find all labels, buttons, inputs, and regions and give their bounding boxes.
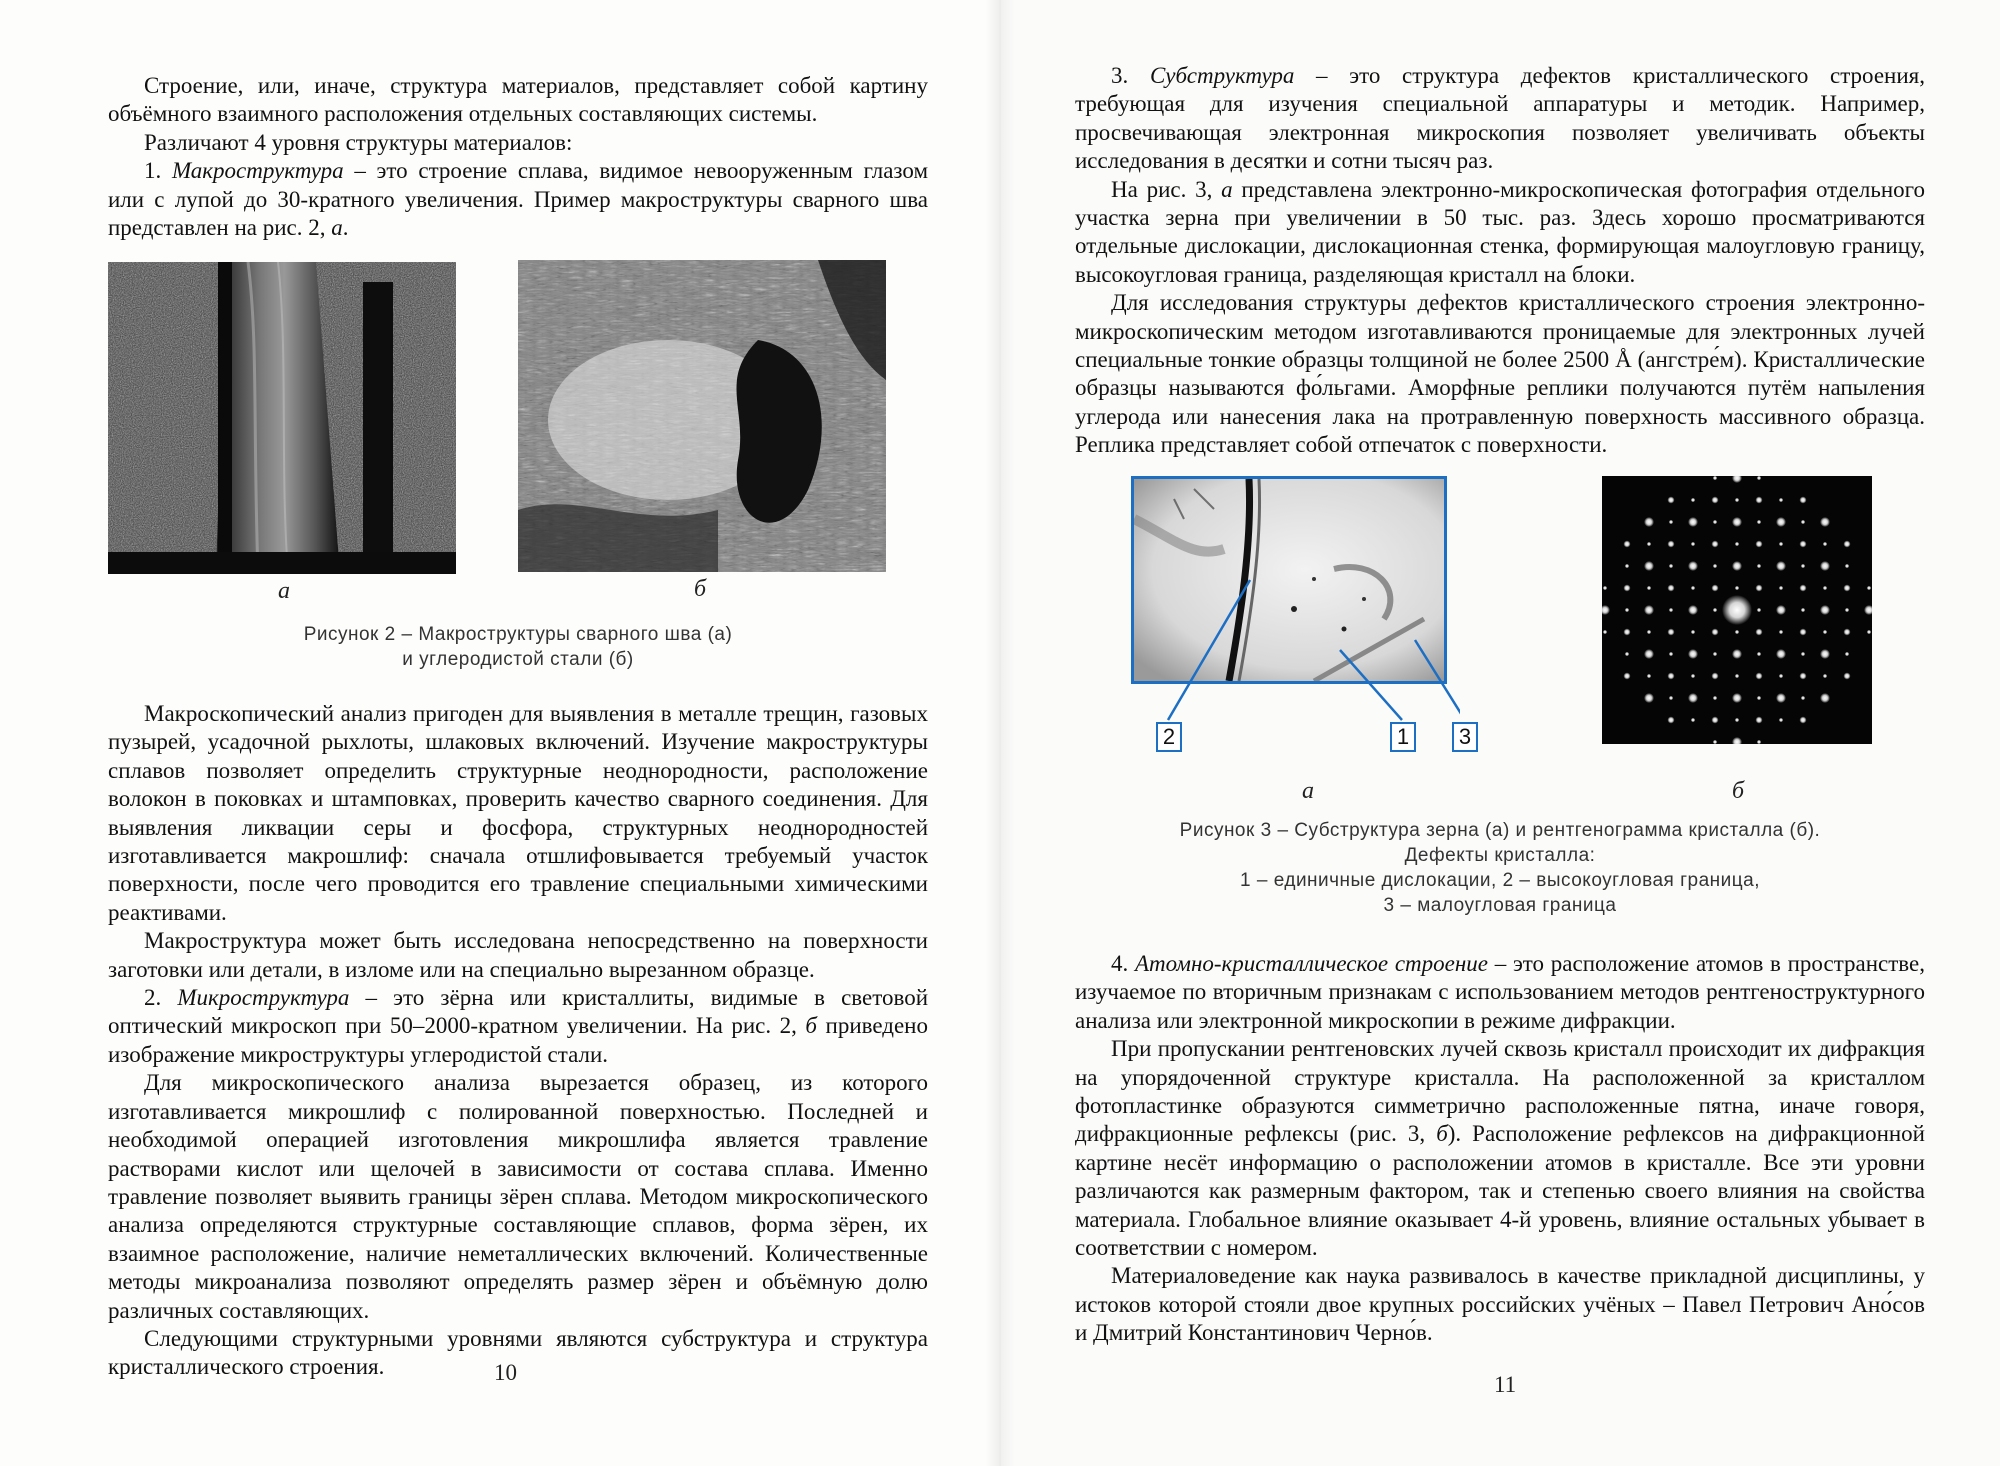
diffraction-spot [1820, 517, 1830, 527]
diffraction-spot [1867, 630, 1871, 634]
diffraction-spot [1713, 608, 1717, 612]
right-text-block-bottom [1075, 950, 1925, 1348]
diffraction-spot [1820, 693, 1830, 703]
list-item-substructure: 3. Субструктура – это структура дефектов кристаллического строения, требующая для изучения специальной аппаратуры и методик. Например, просвечивающая электронная микроскопия позволяет увеличивать объекты исследования в десятки и сотни тысяч раз. [1075, 63, 1925, 174]
diffraction-spot [1756, 629, 1763, 636]
diffraction-spot [1647, 674, 1651, 678]
diffraction-spot [1757, 476, 1761, 480]
diffraction-spot [1800, 497, 1807, 504]
diffraction-spot [1691, 674, 1695, 678]
diffraction-spot [1647, 542, 1651, 546]
right-text-block-top [1075, 62, 1925, 460]
diffraction-spot [1756, 717, 1763, 724]
diffraction-spot [1801, 520, 1805, 524]
diffraction-spot [1624, 541, 1631, 548]
diffraction-spot [1712, 629, 1719, 636]
diffraction-spot [1669, 520, 1673, 524]
diffraction-spot [1756, 673, 1763, 680]
diffraction-spot [1713, 696, 1717, 700]
diffraction-spot [1735, 542, 1739, 546]
left-text-block-top [108, 72, 928, 242]
diffraction-spot [1669, 608, 1673, 612]
diffraction-spot [1800, 629, 1807, 636]
diffraction-spot [1779, 542, 1783, 546]
diffraction-spot [1776, 561, 1786, 571]
diffraction-spot [1625, 608, 1629, 612]
figure-2b-steel-photo [518, 260, 886, 572]
diffraction-spot [1722, 595, 1752, 625]
diffraction-spot [1668, 541, 1675, 548]
list-item-atomic-structure: 4. Атомно-кристаллическое строение – это расположение атомов в пространстве, изучаемое по вторичным признакам с использованием методов рентгеноструктурного анализа или электронной микроскопии в режиме дифракции. [1075, 951, 1925, 1033]
diffraction-spot [1800, 585, 1807, 592]
diffraction-spot [1801, 608, 1805, 612]
diffraction-spot [1732, 517, 1742, 527]
diffraction-spot [1844, 585, 1851, 592]
diffraction-spot [1669, 564, 1673, 568]
diffraction-spot [1845, 652, 1849, 656]
diffraction-spot [1757, 520, 1761, 524]
diffraction-spot [1823, 586, 1827, 590]
figure-2a-weld-photo [108, 262, 456, 574]
diffraction-spot [1688, 649, 1698, 659]
diffraction-spot [1779, 498, 1783, 502]
diffraction-spot [1624, 585, 1631, 592]
diffraction-spot [1669, 696, 1673, 700]
diffraction-spot [1713, 564, 1717, 568]
diffraction-spot [1668, 673, 1675, 680]
diffraction-spot [1779, 586, 1783, 590]
diffraction-spot [1820, 649, 1830, 659]
diffraction-spot [1691, 498, 1695, 502]
diffraction-spot [1800, 717, 1807, 724]
diffraction-spot [1776, 693, 1786, 703]
diffraction-spot [1776, 649, 1786, 659]
diffraction-spot [1823, 542, 1827, 546]
diffraction-spot [1756, 541, 1763, 548]
diffraction-spot [1691, 630, 1695, 634]
callout-1: 1 [1390, 722, 1416, 752]
callout-3: 3 [1452, 722, 1478, 752]
diffraction-spot [1712, 585, 1719, 592]
diffraction-spot [1845, 564, 1849, 568]
diffraction-spot [1713, 476, 1717, 480]
diffraction-spot [1691, 718, 1695, 722]
paragraph: Строение, или, иначе, структура материалов, представляет собой картину объёмного взаимного расположения отдельных составляющих системы. [108, 73, 928, 127]
diffraction-spot [1647, 630, 1651, 634]
diffraction-spot [1757, 652, 1761, 656]
diffraction-spot [1756, 585, 1763, 592]
diffraction-spot [1823, 674, 1827, 678]
diffraction-spot [1779, 674, 1783, 678]
paragraph: При пропускании рентгеновских лучей сквозь кристалл происходит их дифракция на упорядоченной структуре кристалла. На расположенной за кристаллом фотопластинке образуются симметрично расположенные пятна, иначе говоря, дифракционные рефлексы (рис. 3, б). Расположение рефлексов на дифракционной картине несёт информацию о расположении атомов в кристалле. Все эти уровни различаются как размерным фактором, так и степенью своего влияния на свойства материала. Глобальное влияние оказывает 4-й уровень, влияние остальных убывает в соответствии с номером. [1075, 1036, 1925, 1261]
diffraction-spot [1732, 561, 1742, 571]
diffraction-spot [1776, 605, 1786, 615]
diffraction-spot [1757, 740, 1761, 744]
page-number-left: 10 [494, 1360, 517, 1385]
diffraction-spot [1713, 652, 1717, 656]
diffraction-spot [1735, 586, 1739, 590]
diffraction-spot [1712, 541, 1719, 548]
diffraction-spot [1644, 693, 1654, 703]
list-item-macrostructure: 1. Макроструктура – это строение сплава, видимое невооруженным глазом или с лупой до 30-кратного увеличения. Пример макроструктуры сварного шва представлен на рис. 2, а. [108, 158, 928, 241]
diffraction-spot [1668, 497, 1675, 504]
diffraction-spot [1603, 586, 1607, 590]
figure-2b-label: б [694, 576, 707, 602]
list-item-microstructure: 2. Микроструктура – это зёрна или кристаллиты, видимые в световой оптический микроскоп при 50–2000-кратном увеличении. На рис. 2, б приведено изображение микроструктуры углеродистой стали. [108, 985, 929, 1067]
leader-line-3 [1415, 640, 1460, 720]
diffraction-spot [1779, 718, 1783, 722]
figure-2-caption: Рисунок 2 – Макроструктуры сварного шва (а) и углеродистой стали (б) [303, 624, 733, 670]
diffraction-spot [1779, 630, 1783, 634]
diffraction-spot [1625, 564, 1629, 568]
diffraction-spot [1688, 693, 1698, 703]
diffraction-spot [1844, 673, 1851, 680]
diffraction-spot [1712, 673, 1719, 680]
diffraction-spot [1844, 541, 1851, 548]
diffraction-spot [1735, 674, 1739, 678]
diffraction-spot [1801, 652, 1805, 656]
diffraction-spot [1644, 649, 1654, 659]
diffraction-spot [1688, 605, 1698, 615]
diffraction-spot [1757, 564, 1761, 568]
diffraction-spot [1691, 586, 1695, 590]
diffraction-spot [1800, 541, 1807, 548]
diffraction-spot [1691, 542, 1695, 546]
diffraction-spot [1801, 696, 1805, 700]
figure-3b-diffraction-pattern [1602, 476, 1872, 744]
paragraph: Для микроскопического анализа вырезается образец, из которого изготавливается микрошлиф с полированной поверхностью. Последней и необходимой операцией изготовления микрошлифа является травление растворами кислот или щелочей в зависимости от состава сплава. Именно травление позволяет выявить границы зёрен сплава. Методом микроскопического анализа определяются структурные составляющие сплавов, форма зёрен, их взаимное расположение, наличие неметаллических включений. Количественные методы микроанализа позволяют определять размер зёрен и объёмную долю различных составляющих. [108, 1070, 928, 1323]
diffraction-spot [1668, 717, 1675, 724]
figure-2a-label: а [278, 578, 290, 604]
diffraction-spot [1712, 717, 1719, 724]
diffraction-spot [1644, 605, 1654, 615]
diffraction-spot [1603, 630, 1607, 634]
diffraction-spot [1845, 608, 1849, 612]
diffraction-spot [1735, 630, 1739, 634]
diffraction-spot [1713, 520, 1717, 524]
leader-line-1 [1340, 650, 1402, 720]
diffraction-spot [1776, 517, 1786, 527]
diffraction-spot [1820, 605, 1830, 615]
diffraction-spot [1757, 608, 1761, 612]
leader-line-2 [1168, 580, 1250, 720]
diffraction-spot [1625, 652, 1629, 656]
diffraction-spot [1712, 497, 1719, 504]
diffraction-spot [1732, 693, 1742, 703]
left-text-block-bottom [108, 700, 928, 1382]
diffraction-spot [1624, 673, 1631, 680]
paragraph: Материаловедение как наука развивалось в качестве прикладной дисциплины, у истоков которой стояли двое крупных российских учёных – Павел Петрович Ано́сов и Дмитрий Константинович Черно́в. [1075, 1263, 1925, 1346]
figure-3a-label: а [1302, 778, 1314, 804]
diffraction-spot [1732, 649, 1742, 659]
diffraction-spot [1713, 740, 1717, 744]
paragraph: Различают 4 уровня структуры материалов: [144, 129, 573, 155]
diffraction-spot [1669, 652, 1673, 656]
figure-3-caption: Рисунок 3 – Субструктура зерна (а) и рентгенограмма кристалла (б). Дефекты кристалла: 1 – единичные дислокации, 2 – высокоугловая граница, 3 – малоугловая граница [1179, 820, 1821, 916]
figure-3b-label: б [1732, 778, 1745, 804]
diffraction-spot [1801, 564, 1805, 568]
diffraction-spot [1823, 630, 1827, 634]
paragraph: Следующими структурными уровнями являются субструктура и структура кристаллического строения. [108, 1325, 928, 1380]
diffraction-spot [1756, 497, 1763, 504]
paragraph: Макроструктура может быть исследована непосредственно на поверхности заготовки или детали, в изломе или на специально вырезанном образце. [108, 928, 928, 982]
diffraction-spot [1800, 673, 1807, 680]
book-gutter [985, 0, 1015, 1466]
diffraction-spot [1668, 585, 1675, 592]
figure-3a-leader-lines [1140, 560, 1460, 740]
diffraction-spot [1757, 696, 1761, 700]
paragraph: На рис. 3, а представлена электронно-микроскопическая фотография отдельного участка зерна при увеличении в 50 тыс. раз. Здесь хорошо просматриваются отдельные дислокации, дислокационная стенка, формирующая малоугловую границу, высокоугловая граница, разделяющая кристалл на блоки. [1075, 176, 1925, 287]
diffraction-spot [1688, 517, 1698, 527]
paragraph: Макроскопический анализ пригоден для выявления в металле трещин, газовых пузырей, усадочной рыхлоты, шлаковых включений. Изучение макроструктуры сплавов позволяет определить структурные неоднородности, расположение волокон в поковках и штамповках, проверить качество сварного соединения. Для выявления ликвации серы и фосфора, структурных неоднородностей изготавливается макрошлиф: сначала отшлифовывается требуемый участок поверхности, после чего проводится его травление специальными химическими реактивами. [108, 701, 928, 925]
paragraph: Для исследования структуры дефектов кристаллического строения электронно-микроскопическим методом изготавливаются проницаемые для электронных лучей специальные тонкие образцы толщиной не более 2500 Å (ангстре́м). Кристаллические образцы называются фо́льгами. Аморфные реплики получаются путём напыления углерода или нанесения лака на протравленную поверхность массивного образца. Реплика представляет собой отпечаток с поверхности. [1075, 290, 1925, 458]
diffraction-spot [1688, 561, 1698, 571]
diffraction-spot [1735, 498, 1739, 502]
diffraction-spot [1644, 561, 1654, 571]
diffraction-spot [1647, 586, 1651, 590]
diffraction-spot [1644, 517, 1654, 527]
diffraction-spot [1624, 629, 1631, 636]
diffraction-spot [1867, 586, 1871, 590]
diffraction-spot [1668, 629, 1675, 636]
diffraction-spot [1844, 629, 1851, 636]
diffraction-spot [1820, 561, 1830, 571]
page-number-right: 11 [1494, 1372, 1517, 1397]
callout-2: 2 [1156, 722, 1182, 752]
diffraction-spot [1735, 718, 1739, 722]
